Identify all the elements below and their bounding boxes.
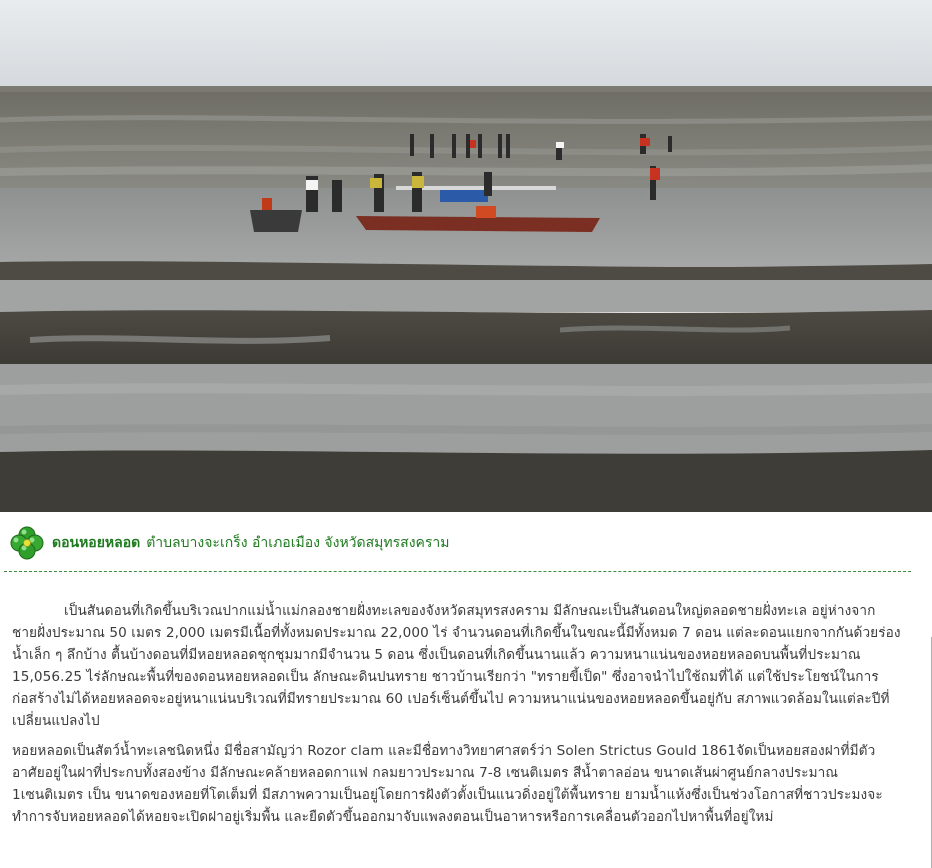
location-text: ตำบลบางจะเกร็ง อำเภอเมือง จังหวัดสมุทรสงคราม	[146, 535, 450, 551]
paragraph-1: เป็นสันดอนที่เกิดขึ้นบริเวณปากแม่น้ำแม่กลองชายฝั่งทะเลของจังหวัดสมุทรสงคราม มีลักษณะเป็นสันดอนใหญ่ตลอดชายฝั่งทะเล อยู่ห่างจากชายฝั่งประมาณ 50 เมตร 2,000 เมตรมีเนื้อที่ทั้งหมดประมาณ 22,000 ไร่ จำนวนดอนที่เกิดขึ้นในขณะนี้มีทั้งหมด 7 ดอน แต่ละดอนแยกจากกันด้วยร่องน้ำเล็ก ๆ ลึกบ้าง ตื้นบ้างดอนที่มีหอยหลอดชุกชุมมากมีจำนวน 5 ดอน ซึ่งเป็นดอนที่เกิดขึ้นนานแล้ว ความหนาแน่นของหอยหลอดบนพื้นที่ประมาณ 15,056.25 ไร่ลักษณะพื้นที่ของดอนหอยหลอดเป็น ลักษณะดินปนทราย ชาวบ้านเรียกว่า "ทรายขี้เป็ด" ซึ่งอาจนำไปใช้ถมที่ได้ แต่ใช้ประโยชน์ในการก่อสร้างไม่ได้หอยหลอดจะอยู่หนาแน่นบริเวณที่มีทรายประมาณ 60 เปอร์เซ็นต์ขึ้นไป ความหนาแน่นของหอยหลอดขึ้นอยู่กับ สภาพแวดล้อมในแต่ละปีที่เปลี่ยนแปลงไป	[12, 603, 901, 729]
section-heading	[8, 524, 450, 562]
dashed-divider	[4, 571, 911, 572]
page-title: ดอนหอยหลอด	[52, 535, 141, 551]
four-leaf-clover-icon	[8, 524, 46, 562]
paragraph-2: หอยหลอดเป็นสัตว์น้ำทะเลชนิดหนึ่ง มีชื่อสามัญว่า Rozor clam และมีชื่อทางวิทยาศาสตร์ว่า Solen Strictus Gould 1861จัดเป็นหอยสองฝาที่มีตัวอาศัยอยู่ในฝาที่ประกบทั้งสองข้าง มีลักษณะคล้ายหลอดกาแฟ กลมยาวประมาณ 7-8 เซนติเมตร สีน้ำตาลอ่อน ขนาดเส้นผ่าศูนย์กลางประมาณ 1เซนติเมตร เป็น ขนาดของหอยที่โตเต็มที่ มีสภาพความเป็นอยู่โดยการฝังตัวตั้งเป็นแนวดิ่งอยู่ใต้พื้นทราย ยามน้ำแห้งซึ่งเป็นช่วงโอกาสที่ชาวประมงจะทำการจับหอยหลอดได้หอยจะเปิดฝาอยู่เริ่มพื้น และยืดตัวขึ้นออกมาจับแพลงตอนเป็นอาหารหรือการเคลื่อนตัวออกไปหาพื้นที่อยู่ใหม่	[12, 743, 883, 825]
